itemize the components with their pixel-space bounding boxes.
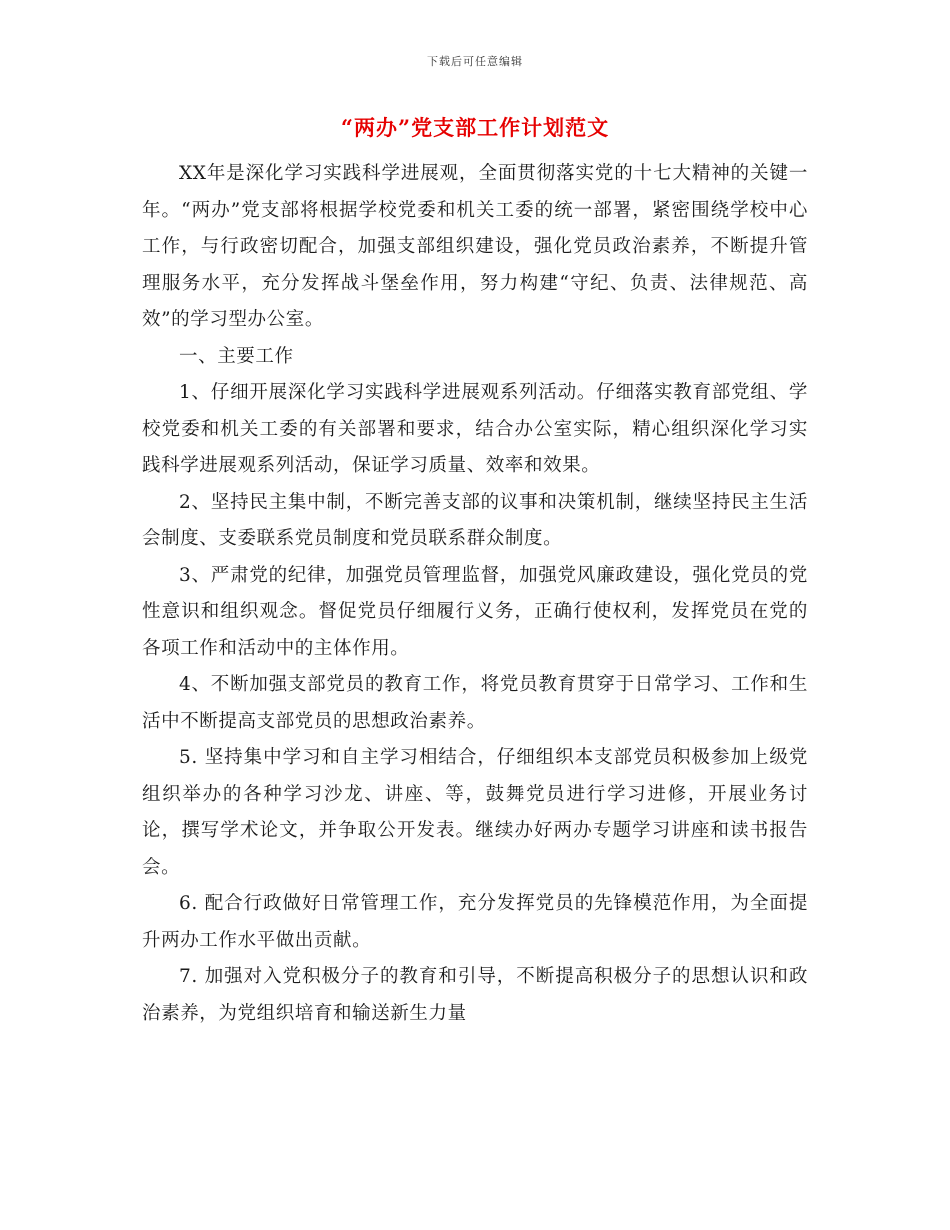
list-item-7: 7. 加强对入党积极分子的教育和引导，不断提高积极分子的思想认识和政治素养，为党组织培育和输送新生力量 bbox=[142, 966, 808, 1024]
list-item-4: 4、不断加强支部党员的教育工作，将党员教育贯穿于日常学习、工作和生活中不断提高支部党员的思想政治素养。 bbox=[142, 674, 808, 732]
header-note: 下载后可任意编辑 bbox=[427, 55, 523, 68]
list-item-1: 1、仔细开展深化学习实践科学进展观系列活动。仔细落实教育部党组、学校党委和机关工委的有关部署和要求，结合办公室实际，精心组织深化学习实践科学进展观系列活动，保证学习质量、效率和效果。 bbox=[142, 382, 808, 476]
list-item-3: 3、严肃党的纪律，加强党员管理监督，加强党风廉政建设，强化党员的党性意识和组织观念。督促党员仔细履行义务，正确行使权利，发挥党员在党的各项工作和活动中的主体作用。 bbox=[142, 564, 808, 659]
list-item-6: 6. 配合行政做好日常管理工作，充分发挥党员的先锋模范作用，为全面提升两办工作水平做出贡献。 bbox=[142, 893, 808, 951]
paragraph-intro: XX年是深化学习实践科学进展观，全面贯彻落实党的十七大精神的关键一年。“两办”党支部将根据学校党委和机关工委的统一部署，紧密围绕学校中心工作，与行政密切配合，加强支部组织建设，强化党员政治素养，不断提升管理服务水平，充分发挥战斗堡垒作用，努力构建“守纪、负责、法律规范、高效”的学习型办公室。 bbox=[142, 163, 808, 330]
section-heading-main-work: 一、主要工作 bbox=[179, 345, 294, 367]
list-item-5: 5. 坚持集中学习和自主学习相结合，仔细组织本支部党员积极参加上级党组织举办的各种学习沙龙、讲座、等，鼓舞党员进行学习进修，开展业务讨论，撰写学术论文，并争取公开发表。继续办好两办专题学习讲座和读书报告会。 bbox=[142, 747, 808, 878]
list-item-2: 2、坚持民主集中制，不断完善支部的议事和决策机制，继续坚持民主生活会制度、支委联系党员制度和党员联系群众制度。 bbox=[142, 491, 808, 549]
document-title: “两办”党支部工作计划范文 bbox=[340, 115, 610, 140]
document-body bbox=[142, 156, 808, 1032]
